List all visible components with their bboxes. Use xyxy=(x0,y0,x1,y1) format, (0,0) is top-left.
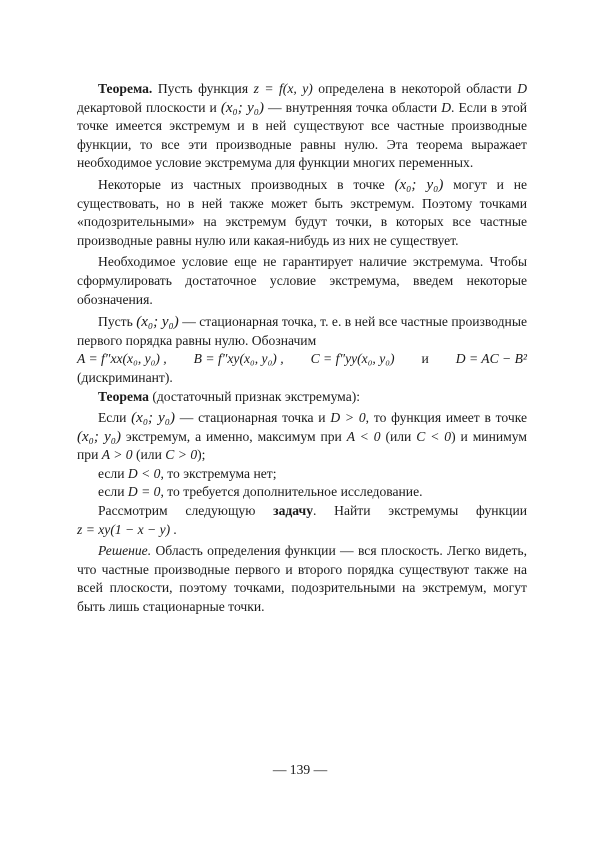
paragraph-theorem-sufficient xyxy=(77,388,527,407)
text: (достаточный признак экстремума): xyxy=(152,388,361,404)
theorem-label: Теорема. xyxy=(98,81,153,96)
text: Пусть xyxy=(98,314,133,330)
text: , то требуется дополнительное исследование. xyxy=(160,484,423,500)
text: Пусть функция xyxy=(157,81,249,96)
text: если xyxy=(98,484,125,500)
math-point: (x₀; y₀) xyxy=(77,428,121,445)
text: (или xyxy=(136,447,162,463)
math-B-definition: B = f″xy(x₀, y₀) , xyxy=(193,351,284,367)
text: ) и минимум при xyxy=(77,428,527,463)
math-point: (x₀; y₀) xyxy=(394,176,444,193)
text: декартовой плоскости и xyxy=(77,99,217,115)
text: могут и не существовать, но в ней также может быть экстремум. Поэтому точками «подозрительными» на экстремум будут точки, в которых все частные производные равны нулю или какая-нибудь из них не существует. xyxy=(77,176,528,248)
paragraph-discriminant xyxy=(77,369,527,388)
text: Область определения функции — вся плоскость. Легко видеть, что частные производные первого и второго порядка существуют также на всей плоскости, поэтому точками, подозрительными на экстремум, могут быть лишь стационарные точки. xyxy=(77,543,527,615)
math-A-definition: A = f″xx(x₀, y₀) , xyxy=(77,351,167,367)
text: если xyxy=(98,465,125,481)
math-point: (x₀; y₀) xyxy=(136,314,179,331)
math-function: z = f(x, y) xyxy=(253,81,313,96)
text: — внутренняя точка области xyxy=(268,99,438,115)
math-domain: D xyxy=(441,99,452,115)
math-D-definition: D = AC − B² xyxy=(455,351,527,367)
math-condition: D = 0 xyxy=(127,484,161,500)
text: (или xyxy=(385,428,412,444)
math-condition: A > 0 xyxy=(101,447,133,463)
text: Если xyxy=(98,410,127,426)
page-number: — 139 — xyxy=(272,762,328,777)
theorem-label: Теорема xyxy=(98,388,149,404)
text: экстремум, а именно, максимум при xyxy=(125,428,342,444)
text: — стационарная точка и xyxy=(179,410,326,426)
text: определена в некоторой области xyxy=(318,81,512,96)
math-point: (x₀; y₀) xyxy=(131,410,176,427)
math-point: (x₀; y₀) xyxy=(220,99,264,116)
paragraph-no-extremum xyxy=(77,465,527,484)
paragraph-sufficient-condition xyxy=(77,409,527,465)
paragraph-task xyxy=(77,502,527,539)
text: — стационарная точка, т. е. в ней все частные производные первого порядка равны нулю. Обозначим xyxy=(77,314,527,348)
paragraph-suspicious-points xyxy=(77,176,527,250)
text: Некоторые из частных производных в точке xyxy=(98,176,385,192)
paragraph-solution xyxy=(77,542,527,616)
text: , то функция имеет в точке xyxy=(365,410,528,426)
page-body xyxy=(77,80,527,617)
text: . Найти экстремумы функции xyxy=(313,503,527,519)
text: Необходимое условие еще не гарантирует наличие экстремума. Чтобы сформулировать достаточное условие экстремума, введем некоторые обозначения. xyxy=(77,254,527,307)
math-task-function: z = xy(1 − x − y) . xyxy=(77,521,177,537)
text: и xyxy=(421,351,429,367)
text: (дискриминант). xyxy=(77,369,173,385)
text: Рассмотрим следующую xyxy=(98,503,256,519)
paragraph-notation xyxy=(77,313,527,350)
text: . Если в этой точке имеется экстремум и в ней существуют все частные производные функции, то все эти производные равны нулю. Эта теорема выражает необходимое условие экстремума для функции многих переменных. xyxy=(77,99,528,171)
task-label: задачу xyxy=(273,503,313,519)
math-C-definition: C = f″yy(x₀, y₀) xyxy=(310,351,395,367)
paragraph-necessary-condition xyxy=(77,253,527,309)
math-condition: D < 0 xyxy=(127,465,161,481)
math-condition: C < 0 xyxy=(416,428,452,444)
math-domain: D xyxy=(517,81,528,96)
math-condition: C > 0 xyxy=(165,447,198,463)
text: , то экстремума нет; xyxy=(160,465,277,481)
paragraph-theorem-necessary xyxy=(77,80,527,173)
math-condition: A < 0 xyxy=(346,428,381,444)
paragraph-further-study xyxy=(77,483,527,502)
text: ); xyxy=(197,447,206,463)
solution-label: Решение. xyxy=(98,543,152,559)
notation-definitions xyxy=(77,350,527,369)
math-condition: D > 0 xyxy=(330,410,366,426)
